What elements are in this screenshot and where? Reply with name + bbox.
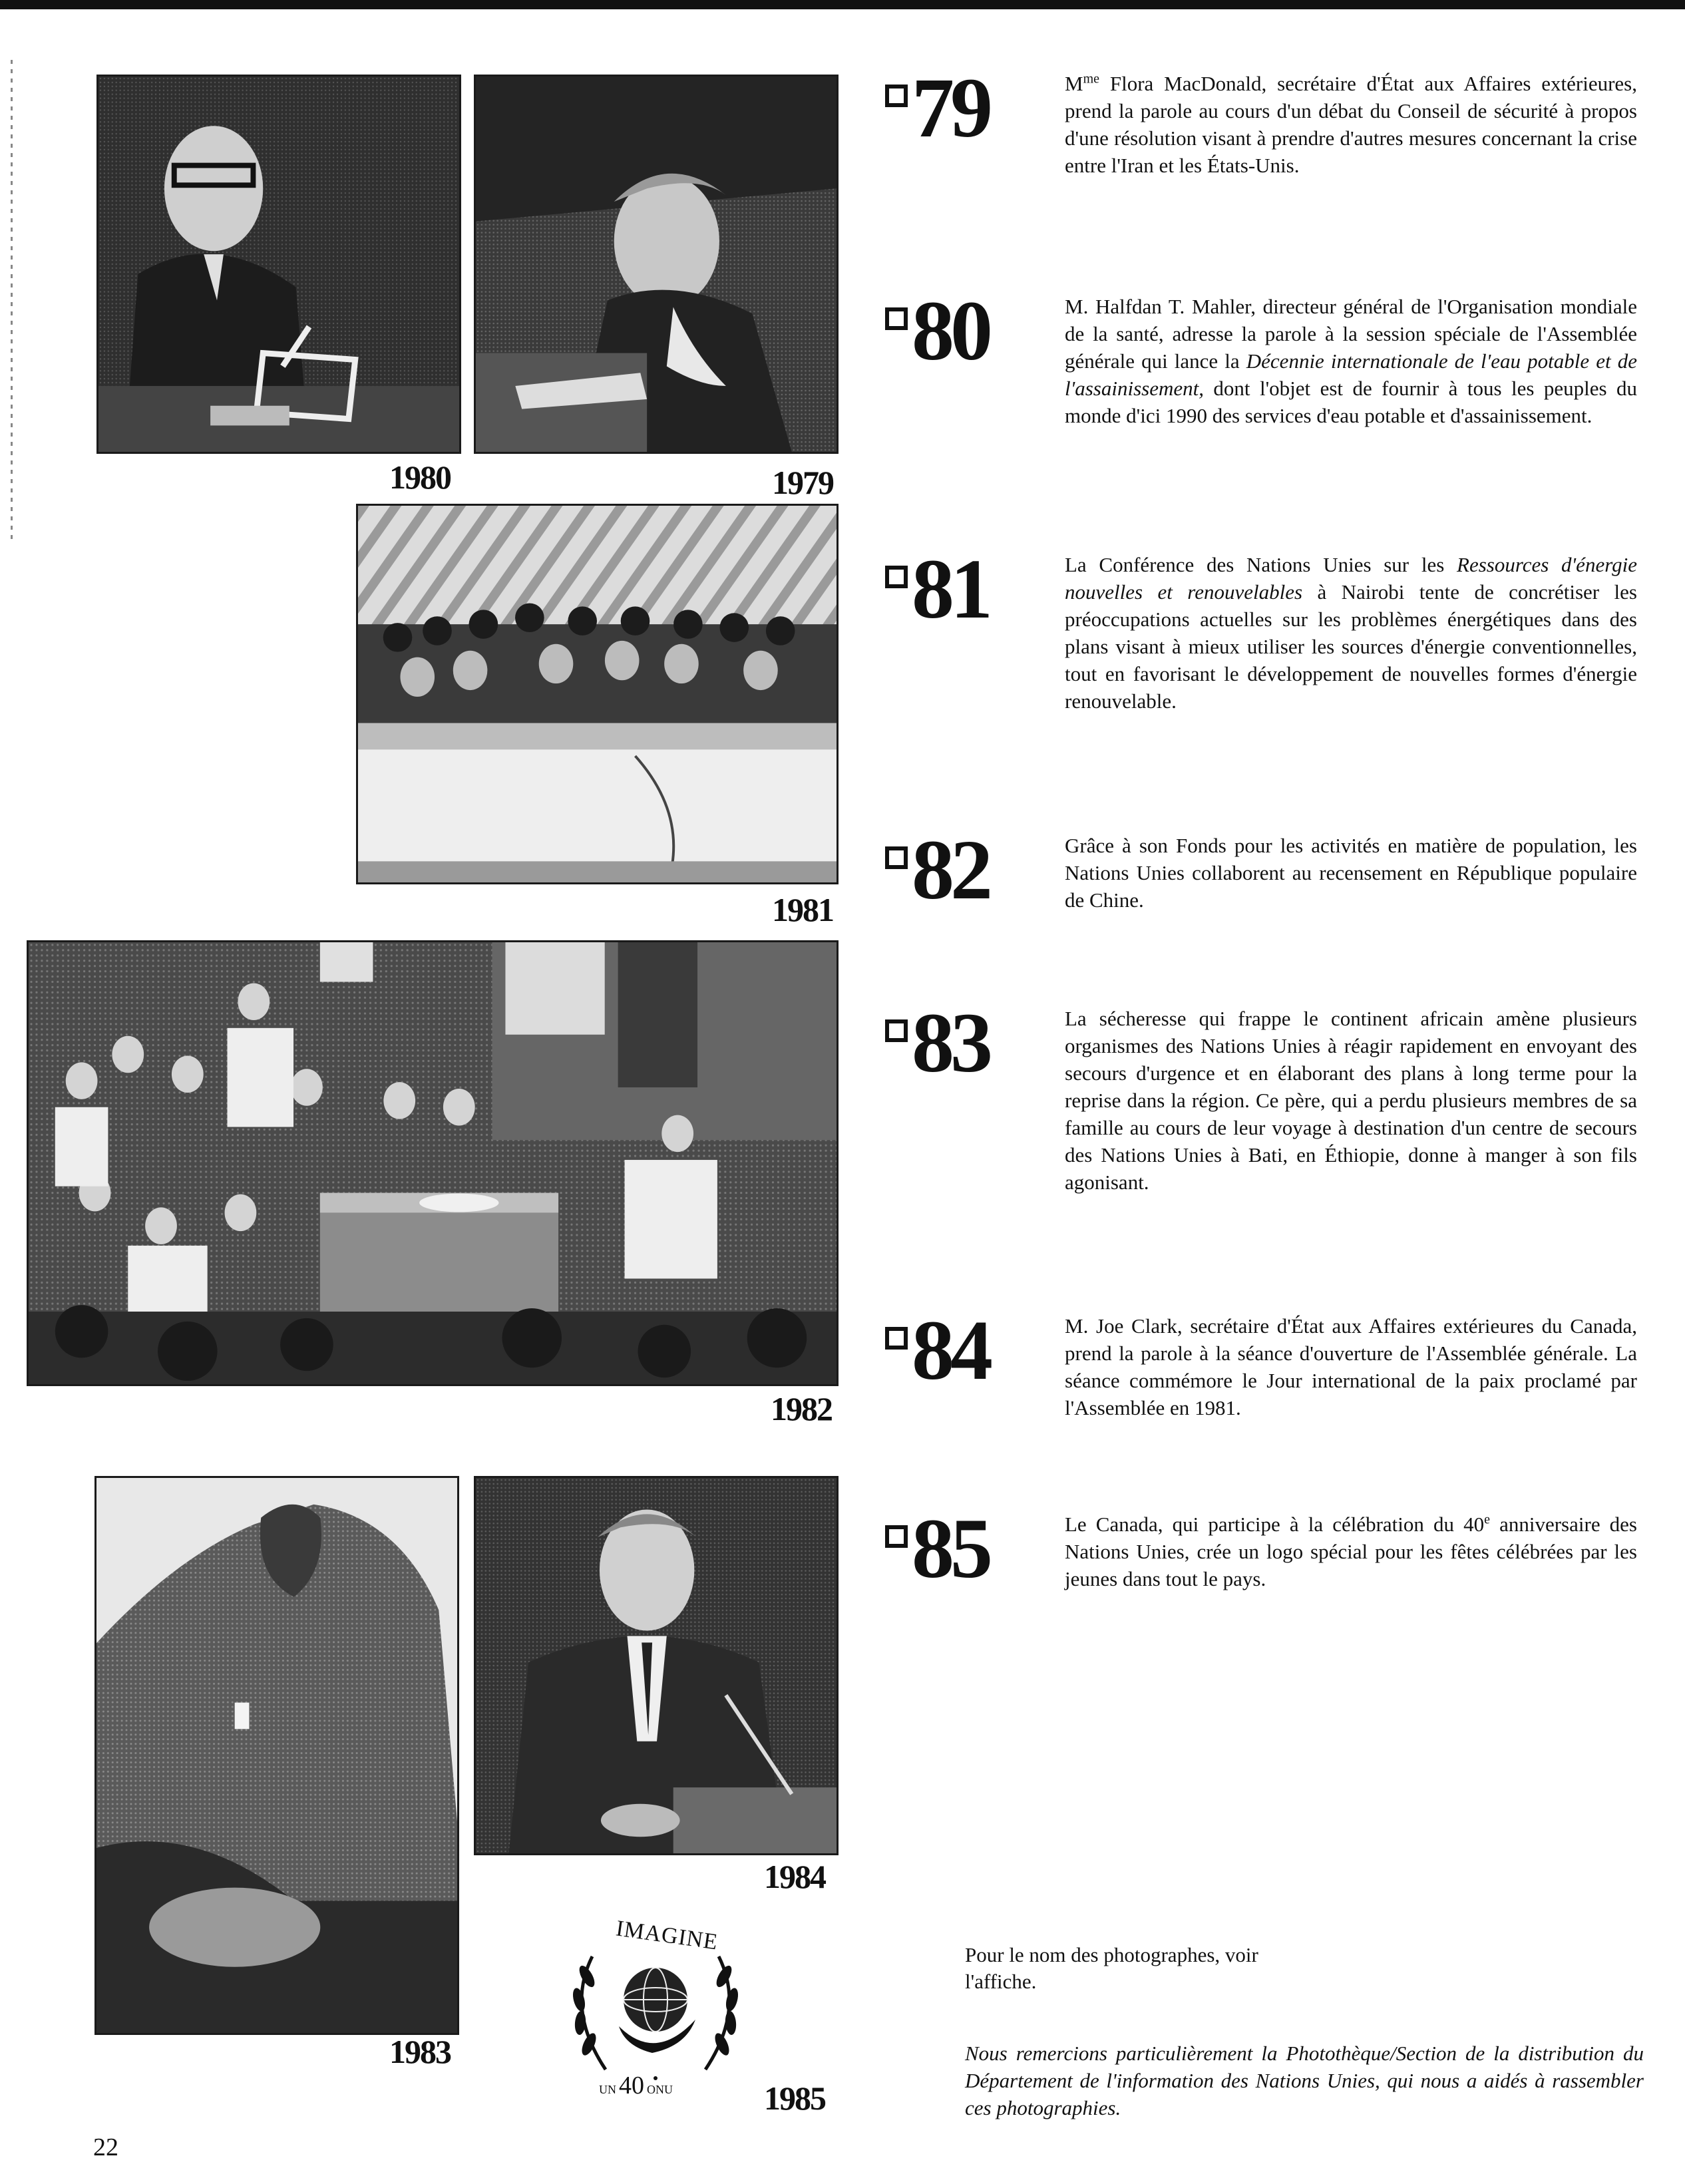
photo-1981-image — [358, 506, 837, 882]
photo-1983-image — [96, 1478, 457, 2033]
logo-bottom — [599, 2071, 673, 2100]
photo-year-1980: 1980 — [389, 458, 451, 496]
square-bullet-icon — [885, 1019, 908, 1042]
photo-credits-note — [965, 1942, 1258, 1995]
left-edge-mark — [11, 60, 13, 539]
top-border — [0, 0, 1685, 9]
entry-number-79: 79 — [885, 70, 989, 146]
entry-number-80: 80 — [885, 293, 989, 369]
square-bullet-icon — [885, 1327, 908, 1350]
un40-imagine-logo — [552, 1903, 759, 2103]
photo-year-1984: 1984 — [764, 1858, 825, 1895]
photo-1981 — [356, 504, 839, 884]
square-bullet-icon — [885, 566, 908, 588]
photo-1984 — [474, 1476, 839, 1855]
square-bullet-icon — [885, 1525, 908, 1548]
photo-1979 — [474, 75, 839, 454]
photo-year-1983: 1983 — [389, 2033, 451, 2070]
entry-number-84: 84 — [885, 1312, 989, 1389]
square-bullet-icon — [885, 846, 908, 869]
credits-line-1: Pour le nom des photographes, voir — [965, 1943, 1258, 1966]
entry-text-83: La sécheresse qui frappe le continent africain amène plusieurs organismes des Nations Unies à réagir rapidement en envoyant des secours d'urgence et en élaborant des plans à long terme pour la reprise dans la région. Ce père, qui a perdu plusieurs membres de sa famille au cours de leur voyage à destination d'un centre de secours des Nations Unies à Bati, en Éthiopie, donne à manger à son fils agonisant. — [1065, 1007, 1637, 1194]
entry-text-82: Grâce à son Fonds pour les activités en matière de population, les Nations Unies collaborent au recensement en République populaire de Chine. — [1065, 834, 1637, 912]
photo-1979-image — [476, 77, 837, 452]
photo-year-1981: 1981 — [772, 891, 833, 928]
photo-1980 — [96, 75, 461, 454]
logo-bottom-num: 40 — [619, 2072, 644, 2099]
photo-1982 — [27, 940, 839, 1386]
logo-bottom-right: ONU — [647, 2083, 673, 2096]
entry-text-79: $M^{me}$ Flora MacDonald, secrétaire d'État aux Affaires extérieures, prend la parole au cours d'un débat du Conseil de sécurité à propos d'une résolution visant à prendre d'autres mesures concernant la crise entre l'Iran et les États-Unis. — [1065, 71, 1637, 177]
logo-top-text: IMAGINE — [614, 1916, 720, 1955]
entry-number-81: 81 — [885, 551, 989, 628]
logo-bottom-left: UN — [599, 2083, 616, 2096]
entry-text-80: M. Halfdan T. Mahler, directeur général de l'Organisation mondiale de la santé, adresse la parole à la session spéciale de l'Assemblée générale qui lance la Décennie internationale de l'eau potable et de l'assainissement, dont l'objet est de fournir à tous les peuples du monde d'ici 1990 des services d'eau potable et d'assainissement. — [1065, 295, 1637, 427]
square-bullet-icon — [885, 307, 908, 330]
entry-number-83: 83 — [885, 1005, 989, 1081]
photo-1983 — [94, 1476, 459, 2035]
photo-year-1979: 1979 — [772, 464, 833, 501]
entry-number-82: 82 — [885, 832, 989, 908]
acknowledgement-text: Nous remercions particulièrement la Photothèque/Section de la distribution du Département de l'information des Nations Unies, qui nous a aidés à rassembler ces photographies. — [965, 2042, 1644, 2119]
entry-text-81: La Conférence des Nations Unies sur les Ressources d'énergie nouvelles et renouvelables à Nairobi tente de concrétiser les préoccupations actuelles sur les problèmes énergétiques dans des plans visant à mieux utiliser les sources d'énergie conventionnelles, tout en favorisant le développement de nouvelles formes d'énergie renouvelable. — [1065, 553, 1637, 713]
photo-1980-image — [98, 77, 459, 452]
photo-year-1985: 1985 — [764, 2080, 825, 2117]
square-bullet-icon — [885, 85, 908, 107]
entry-text-84: M. Joe Clark, secrétaire d'État aux Affaires extérieures du Canada, prend la parole à la séance d'ouverture de l'Assemblée générale. La séance commémore le Jour international de la paix proclamé par l'Assemblée en 1981. — [1065, 1314, 1637, 1419]
page-number: 22 — [93, 2133, 118, 2161]
photo-1984-image — [476, 1478, 837, 1853]
photo-year-1982: 1982 — [771, 1390, 832, 1427]
entry-text-85: Le Canada, qui participe à la célébration du 40e anniversaire des Nations Unies, crée un logo spécial pour les fêtes célébrées par les jeunes dans tout le pays. — [1065, 1512, 1637, 1590]
credits-line-2: l'affiche. — [965, 1970, 1037, 1993]
photo-1982-image — [29, 942, 837, 1384]
entry-number-85: 85 — [885, 1511, 989, 1587]
